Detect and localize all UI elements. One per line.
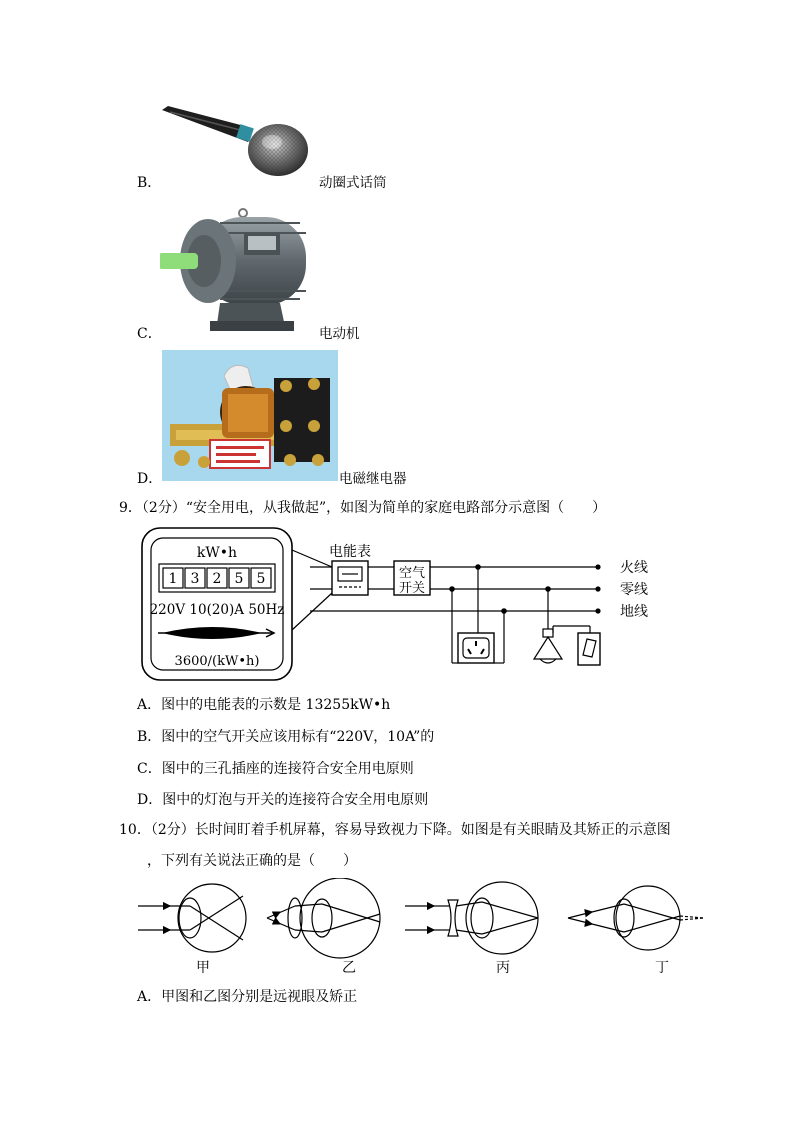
lamp-holder [543, 629, 553, 637]
meter-digit: 1 [168, 571, 178, 587]
meter-constant: 3600/(kW•h) [174, 654, 260, 669]
lamp-shade [534, 637, 562, 659]
meter-digit: 5 [234, 571, 244, 587]
option-b-caption: 动圈式话筒 [319, 175, 387, 191]
option-d-letter: D． [137, 471, 163, 487]
electric-motor-image [160, 203, 322, 335]
household-circuit-diagram [140, 525, 660, 685]
question-10-stem-line-1: 10．（2分）长时间盯着手机屏幕，容易导致视力下降。如图是有关眼睛及其矫正的示意图 [119, 822, 671, 838]
air-switch-label-1: 空气 [398, 566, 426, 581]
q9-option-c: C．图中的三孔插座的连接符合安全用电原则 [137, 761, 414, 777]
eye-diagram-ding [568, 886, 704, 950]
q9-option-a: A．图中的电能表的示数是 13255kW•h [137, 697, 391, 713]
eye-label-bing: 丙 [496, 960, 510, 976]
eye-diagram-bing [405, 882, 538, 954]
meter-digit: 3 [190, 571, 200, 587]
meter-rating: 220V 10(20)A 50Hz [149, 602, 285, 618]
neutral-wire-label: 零线 [620, 582, 648, 598]
question-10-stem-line-2: ，下列有关说法正确的是（ ） [147, 853, 357, 869]
ground-wire-label: 地线 [620, 604, 648, 620]
option-d-caption: 电磁继电器 [339, 471, 407, 487]
q9-option-d: D．图中的灯泡与开关的连接符合安全用电原则 [137, 792, 429, 808]
eye-diagrams [130, 878, 710, 978]
wall-switch [578, 633, 600, 665]
meter-unit: kW•h [196, 545, 238, 561]
eye-label-yi: 乙 [342, 960, 356, 976]
eye-diagram-jia [138, 884, 246, 952]
option-c-letter: C． [137, 326, 162, 342]
eye-label-ding: 丁 [655, 960, 669, 976]
microphone-image [160, 104, 320, 184]
q9-option-b: B．图中的空气开关应该用标有“220V，10A”的 [137, 729, 435, 745]
meter-icon [332, 561, 368, 595]
q10-option-a: A．甲图和乙图分别是远视眼及矫正 [137, 989, 358, 1005]
question-9-stem: 9．（2分）“安全用电，从我做起”，如图为简单的家庭电路部分示意图（ ） [119, 500, 607, 516]
option-b-letter: B． [137, 175, 162, 191]
meter-digit: 2 [212, 571, 222, 587]
meter-label: 电能表 [329, 544, 371, 560]
option-c-caption: 电动机 [319, 326, 360, 342]
eye-label-jia: 甲 [196, 960, 210, 976]
live-wire-label: 火线 [620, 560, 648, 576]
eye-diagram-yi [267, 878, 380, 958]
meter-digit: 5 [256, 571, 266, 587]
air-switch-label-2: 开关 [398, 581, 426, 596]
electromagnetic-relay-image [162, 350, 338, 481]
